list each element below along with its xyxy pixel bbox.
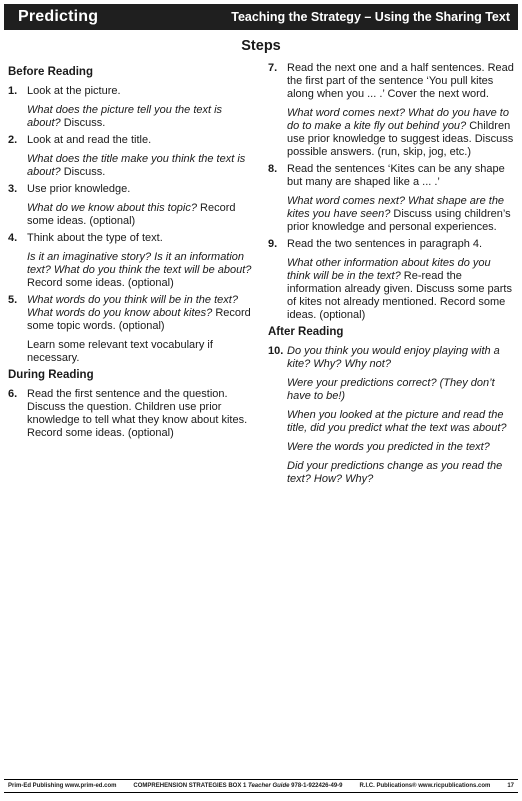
footer-publisher: Prim-Ed Publishing www.prim-ed.com: [8, 783, 117, 789]
step-note: Re-read the information already given. Discuss some parts of kites not already mentioned. Record some ideas. (optional): [287, 270, 512, 321]
step-question: Do you think you would enjoy playing with a kite? Why? Why not?: [287, 345, 500, 370]
step-number: 2.: [8, 134, 18, 146]
step-3: [8, 183, 253, 228]
step-question-block: [27, 202, 253, 228]
step-number: 5.: [8, 294, 18, 306]
step-number: 3.: [8, 183, 18, 195]
before-reading-title: Before Reading: [8, 66, 93, 78]
step-8: [268, 163, 516, 234]
step-question: What word comes next? What do you have to do to make a kite fly out behind you?: [287, 107, 509, 132]
step-question: What word comes next? What shape are the kites you have seen?: [287, 195, 505, 220]
steps-heading: Steps: [241, 38, 281, 54]
step-question: What words do you think will be in the text? What words do you know about kites?: [27, 294, 238, 319]
step-1: [8, 85, 253, 130]
step-question: Were the words you predicted in the text?: [287, 441, 490, 453]
step-7: [268, 62, 516, 159]
step-question: What does the picture tell you the text is about?: [27, 104, 223, 129]
step-question-block: [27, 251, 253, 290]
step-question-block: [287, 257, 516, 322]
step-question-block: [287, 195, 516, 234]
header-bar: [4, 4, 518, 30]
step-number: 7.: [268, 62, 278, 74]
step-question-block: [27, 294, 253, 333]
page-footer: [4, 779, 518, 793]
step-5: [8, 294, 253, 365]
step-2: [8, 134, 253, 179]
step-note: Record some ideas. (optional): [27, 202, 236, 227]
step-instruction: Think about the type of text.: [27, 232, 163, 244]
step-number: 10.: [268, 345, 284, 357]
step-question: What do we know about this topic?: [27, 202, 197, 214]
header-title: Predicting: [18, 8, 99, 25]
step-question-block: [27, 104, 253, 130]
left-column: [8, 62, 253, 444]
step-number: 9.: [268, 238, 278, 250]
footer-series: COMPREHENSION STRATEGIES BOX 1: [133, 783, 247, 789]
step-instruction: Read the sentences ‘Kites can be any shape but many are shaped like a ... .’: [287, 163, 505, 188]
footer-isbn: 978-1-922426-49-9: [291, 783, 343, 789]
step-instruction: Look at and read the title.: [27, 134, 152, 146]
step-question: What other information about kites do you think will be in the text?: [287, 257, 491, 282]
step-note: Discuss.: [60, 117, 106, 129]
step-question: When you looked at the picture and read the title, did you predict what the text was about?: [287, 409, 507, 434]
footer-ric: R.I.C. Publications® www.ricpublications.com: [359, 783, 491, 789]
step-question-block: [27, 153, 253, 179]
step-10: [268, 345, 516, 486]
step-text: Read the first sentence and the question. Discuss the question. Children use prior knowledge to tell what they know about kites. Record some ideas. (optional): [27, 388, 248, 439]
step-instruction: Read the next one and a half sentences. Read the first part of the sentence ‘You pull kites along when you ... .’ Cover the next word.: [287, 62, 514, 100]
step-6: [8, 388, 253, 440]
step-instruction: Use prior knowledge.: [27, 183, 131, 195]
during-reading-title: During Reading: [8, 369, 94, 381]
footer-series-block: [133, 783, 342, 789]
page-number: 17: [507, 783, 514, 789]
step-question: Were your predictions correct? (They don’t have to be!): [287, 377, 495, 402]
footer-guide: Teacher Guide: [248, 783, 290, 789]
step-instruction: Look at the picture.: [27, 85, 121, 97]
step-question: Is it an imaginative story? Is it an information text? What do you think the text will be about?: [27, 251, 252, 276]
step-question-block: [287, 107, 516, 159]
step-question: What does the title make you think the text is about?: [27, 153, 246, 178]
step-note: Record some topic words. (optional): [27, 307, 251, 332]
step-extra: Learn some relevant text vocabulary if necessary.: [27, 339, 213, 364]
step-number: 1.: [8, 85, 18, 97]
step-note: Discuss using children’s prior knowledge and personal experiences.: [287, 208, 511, 233]
step-number: 8.: [268, 163, 278, 175]
step-number: 4.: [8, 232, 18, 244]
header-subtitle: Teaching the Strategy – Using the Sharing Text: [231, 10, 510, 24]
step-number: 6.: [8, 388, 18, 400]
step-instruction: Read the two sentences in paragraph 4.: [287, 238, 483, 250]
step-question: Did your predictions change as you read the text? How? Why?: [287, 460, 503, 485]
step-9: [268, 238, 516, 322]
after-reading-title: After Reading: [268, 326, 344, 338]
right-column: [268, 62, 516, 490]
step-4: [8, 232, 253, 290]
step-note: Record some ideas. (optional): [27, 277, 174, 289]
step-note: Discuss.: [60, 166, 106, 178]
step-note: Children use prior knowledge to suggest ideas. Discuss possible answers. (run, skip, jog, etc.): [287, 120, 514, 158]
